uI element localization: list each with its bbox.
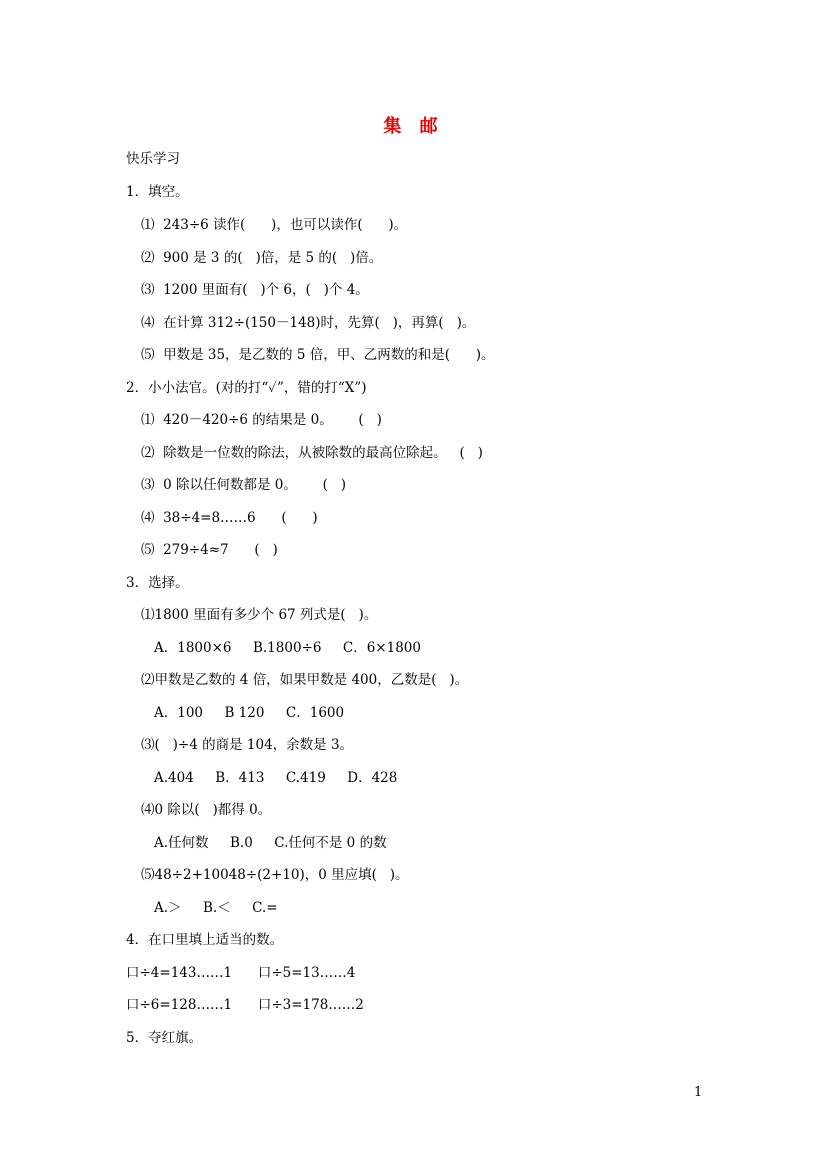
q4-heading: 4．在口里填上适当的数。 (126, 932, 284, 948)
q1-item: ⑸ 甲数是 35，是乙数的 5 倍，甲、乙两数的和是( )。 (141, 347, 495, 363)
q2-item: ⑵ 除数是一位数的除法，从被除数的最高位除起。 ( ) (141, 445, 483, 461)
q3-options: A.404 B．413 C.419 D．428 (154, 770, 398, 786)
q3-options: A.任何数 B.0 C.任何不是 0 的数 (154, 835, 387, 851)
q2-item: ⑴ 420－420÷6 的结果是 0。 ( ) (141, 412, 382, 428)
q3-question: ⑴1800 里面有多少个 67 列式是( )。 (141, 607, 378, 623)
q1-item: ⑷ 在计算 312÷(150－148)时，先算( )，再算( )。 (141, 315, 476, 331)
section-heading: 快乐学习 (126, 151, 180, 167)
q2-item: ⑶ 0 除以任何数都是 0。 ( ) (141, 477, 346, 493)
q4-row: 口÷6=128……1 口÷3=178……2 (126, 997, 364, 1013)
q3-question: ⑷0 除以( )都得 0。 (141, 802, 272, 818)
q5-heading: 5．夺红旗。 (126, 1030, 203, 1046)
page-number: 1 (694, 1085, 703, 1100)
q3-question: ⑵甲数是乙数的 4 倍，如果甲数是 400，乙数是( )。 (141, 672, 469, 688)
q3-options: A．1800×6 B.1800÷6 C．6×1800 (154, 640, 421, 656)
q2-heading: 2．小小法官。(对的打“✓”，错的打“X”) (126, 380, 367, 396)
q2-item: ⑷ 38÷4=8……6 ( ) (141, 510, 318, 526)
q1-item: ⑵ 900 是 3 的( )倍，是 5 的( )倍。 (141, 250, 383, 266)
q3-heading: 3．选择。 (126, 575, 189, 591)
page-title: 集 邮 (383, 116, 444, 137)
q2-item: ⑸ 279÷4≈7 ( ) (141, 542, 278, 558)
q1-heading: 1．填空。 (126, 184, 189, 200)
q3-question: ⑶( )÷4 的商是 104，余数是 3。 (141, 737, 354, 753)
q3-question: ⑸48÷2+10048÷(2+10)，0 里应填( )。 (141, 867, 409, 883)
q3-options: A．100 B 120 C．1600 (154, 705, 345, 721)
q4-row: 口÷4=143……1 口÷5=13……4 (126, 965, 356, 981)
q1-item: ⑶ 1200 里面有( )个 6，( )个 4。 (141, 282, 369, 298)
q1-item: ⑴ 243÷6 读作( )，也可以读作( )。 (141, 217, 408, 233)
q3-options: A.＞ B.＜ C.= (154, 900, 278, 916)
